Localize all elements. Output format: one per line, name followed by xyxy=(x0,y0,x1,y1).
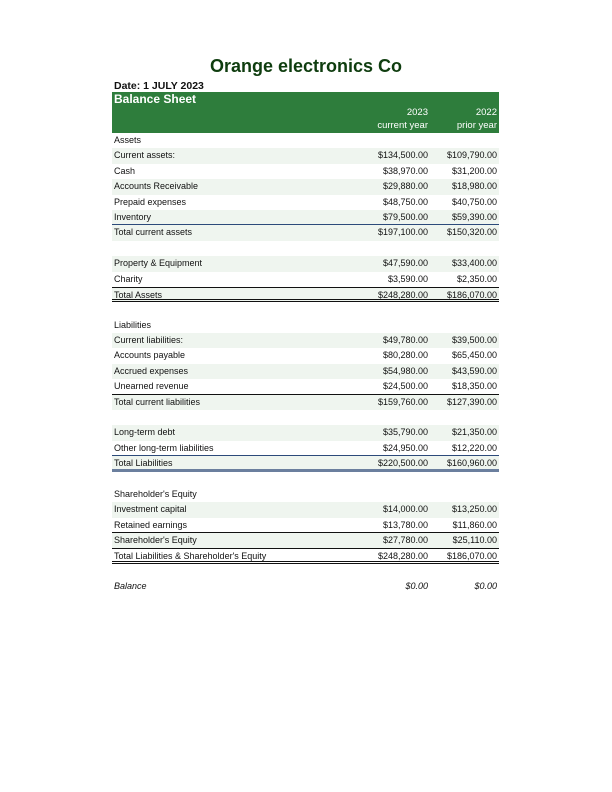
row-value-prior: $11,860.00 xyxy=(452,519,497,530)
header-band xyxy=(112,92,499,133)
table-row xyxy=(112,333,499,348)
row-value-current: $159,760.00 xyxy=(377,396,428,407)
row-value-prior: $65,450.00 xyxy=(451,350,497,361)
table-row xyxy=(112,256,499,271)
table-row xyxy=(112,502,499,517)
report-date: Date: 1 JULY 2023 xyxy=(114,80,204,92)
total-row xyxy=(112,395,499,410)
balance-sheet-table xyxy=(112,92,499,595)
spacer-row xyxy=(112,410,499,425)
total-row xyxy=(112,225,499,240)
sheet-title: Balance Sheet xyxy=(114,92,197,106)
table-row xyxy=(112,272,499,287)
col-year-prior: 2022 xyxy=(475,107,497,118)
table-row xyxy=(112,425,499,440)
total-row xyxy=(112,287,499,302)
row-value-prior: $13,250.00 xyxy=(451,504,497,515)
row-value-current: $38,970.00 xyxy=(382,165,428,176)
row-value-current: $27,780.00 xyxy=(382,535,428,546)
table-row xyxy=(112,379,499,394)
row-value-prior: $150,320.00 xyxy=(446,227,497,238)
table-row xyxy=(112,441,499,456)
row-value-current: $3,590.00 xyxy=(387,273,428,284)
row-label: Total Assets xyxy=(114,289,163,300)
col-label-prior: prior year xyxy=(456,120,497,131)
col-label-current: current year xyxy=(377,120,428,131)
table-row xyxy=(112,364,499,379)
row-value-prior: $18,980.00 xyxy=(451,181,497,192)
row-label: Accounts payable xyxy=(114,350,186,361)
row-value-prior: $18,350.00 xyxy=(451,381,497,392)
row-value-prior: $2,350.00 xyxy=(456,273,497,284)
row-value-prior: $109,790.00 xyxy=(446,150,497,161)
row-value-current: $248,280.00 xyxy=(377,550,428,561)
row-label: Total current assets xyxy=(114,227,193,238)
row-value-current: $35,790.00 xyxy=(382,427,428,438)
row-label: Current assets: xyxy=(114,150,176,161)
row-value-current: $197,100.00 xyxy=(377,227,428,238)
row-label: Investment capital xyxy=(114,504,187,515)
row-value-current: $49,780.00 xyxy=(382,335,428,346)
table-row xyxy=(112,164,499,179)
spacer-row xyxy=(112,302,499,317)
col-year-current: 2023 xyxy=(406,107,428,118)
table-row xyxy=(112,195,499,210)
row-value-current: $54,980.00 xyxy=(382,365,428,376)
row-value-current: $0.00 xyxy=(405,581,428,592)
row-value-current: $47,590.00 xyxy=(382,258,428,269)
row-value-current: $48,750.00 xyxy=(382,196,428,207)
row-value-prior: $186,070.00 xyxy=(446,289,497,300)
row-value-current: $248,280.00 xyxy=(377,289,428,300)
row-value-prior: $21,350.00 xyxy=(451,427,497,438)
section-heading xyxy=(112,133,499,148)
row-value-current: $220,500.00 xyxy=(377,458,428,469)
table-row xyxy=(112,348,499,363)
table-row xyxy=(112,518,499,533)
total-row xyxy=(112,533,499,548)
spacer-row xyxy=(112,564,499,579)
row-value-current: $13,780.00 xyxy=(382,519,428,530)
grand-total-row xyxy=(112,549,499,564)
row-value-prior: $39,500.00 xyxy=(451,335,497,346)
row-value-prior: $186,070.00 xyxy=(446,550,497,561)
row-value-current: $14,000.00 xyxy=(382,504,428,515)
row-value-prior: $127,390.00 xyxy=(446,396,497,407)
row-value-current: $24,500.00 xyxy=(382,381,428,392)
liabilities-heading: Liabilities xyxy=(114,319,152,330)
row-value-current: $29,880.00 xyxy=(382,181,428,192)
balance-row xyxy=(112,579,499,594)
row-label: Current liabilities: xyxy=(114,335,184,346)
row-value-prior: $12,220.00 xyxy=(451,442,497,453)
row-label: Shareholder's Equity xyxy=(114,535,197,546)
row-label: Charity xyxy=(114,273,143,284)
row-value-prior: $40,750.00 xyxy=(451,196,497,207)
assets-heading: Assets xyxy=(114,135,142,145)
row-label: Balance xyxy=(114,581,147,592)
row-value-prior: $0.00 xyxy=(474,581,497,592)
row-value-current: $80,280.00 xyxy=(382,350,428,361)
section-heading xyxy=(112,487,499,502)
row-label: Long-term debt xyxy=(114,427,176,438)
row-value-prior: $33,400.00 xyxy=(451,258,497,269)
row-label: Total current liabilities xyxy=(114,396,201,407)
spacer-row xyxy=(112,241,499,256)
row-label: Retained earnings xyxy=(114,519,188,530)
row-label: Inventory xyxy=(114,211,152,222)
row-value-current: $134,500.00 xyxy=(377,150,428,161)
row-value-current: $79,500.00 xyxy=(382,211,428,222)
row-value-prior: $31,200.00 xyxy=(451,165,497,176)
row-label: Property & Equipment xyxy=(114,258,203,269)
section-heading xyxy=(112,318,499,333)
table-row xyxy=(112,210,499,225)
row-value-prior: $43,590.00 xyxy=(451,365,497,376)
row-value-prior: $160,960.00 xyxy=(446,458,497,469)
row-value-current: $24,950.00 xyxy=(382,442,428,453)
company-title: Orange electronics Co xyxy=(209,56,403,76)
total-row xyxy=(112,456,499,471)
row-value-prior: $25,110.00 xyxy=(452,535,497,546)
table-row xyxy=(112,179,499,194)
row-label: Prepaid expenses xyxy=(114,196,187,207)
row-label: Unearned revenue xyxy=(114,381,189,392)
row-label: Accounts Receivable xyxy=(114,181,199,192)
row-label: Accrued expenses xyxy=(114,365,189,376)
spacer-row xyxy=(112,472,499,487)
equity-heading: Shareholder's Equity xyxy=(114,488,197,499)
row-label: Total Liabilities & Shareholder's Equity xyxy=(114,550,267,561)
row-label: Other long-term liabilities xyxy=(114,442,214,453)
row-value-prior: $59,390.00 xyxy=(451,211,497,222)
row-label: Cash xyxy=(114,165,136,176)
row-label: Total Liabilities xyxy=(114,458,173,469)
table-row xyxy=(112,148,499,163)
